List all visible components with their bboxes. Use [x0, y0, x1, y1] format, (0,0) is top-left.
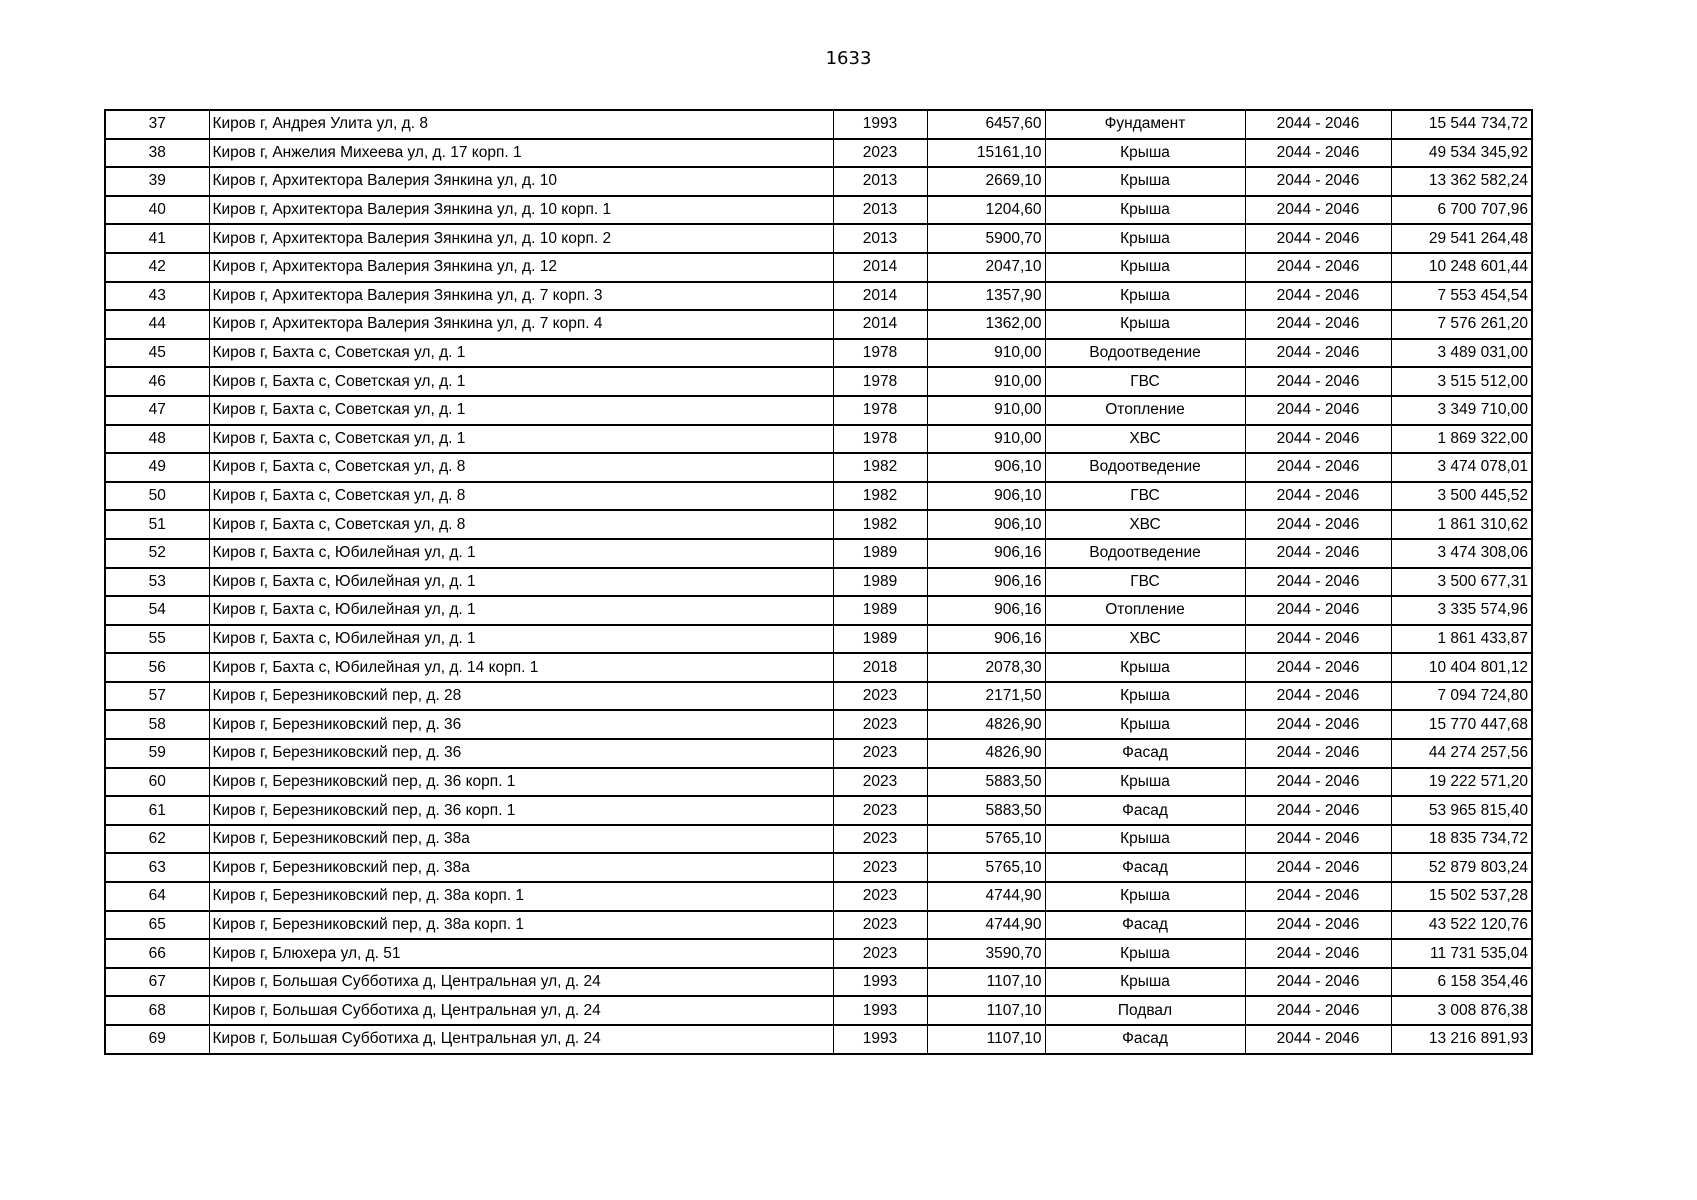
area-cell: 4744,90 [927, 911, 1045, 940]
address-cell: Киров г, Березниковский пер, д. 38а корп. 1 [209, 882, 833, 911]
period-cell: 2044 - 2046 [1245, 425, 1391, 454]
work-type-cell: ГВС [1045, 568, 1245, 597]
year-cell: 2023 [833, 710, 927, 739]
area-cell: 910,00 [927, 396, 1045, 425]
table-row [105, 425, 1532, 454]
period-cell: 2044 - 2046 [1245, 482, 1391, 511]
row-number-cell: 38 [105, 139, 209, 168]
address-cell: Киров г, Бахта с, Советская ул, д. 1 [209, 396, 833, 425]
area-cell: 3590,70 [927, 939, 1045, 968]
cost-cell: 3 474 078,01 [1391, 453, 1532, 482]
cost-cell: 15 502 537,28 [1391, 882, 1532, 911]
address-cell: Киров г, Анжелия Михеева ул, д. 17 корп. 1 [209, 139, 833, 168]
work-type-cell: Крыша [1045, 282, 1245, 311]
period-cell: 2044 - 2046 [1245, 110, 1391, 139]
area-cell: 1357,90 [927, 282, 1045, 311]
area-cell: 906,16 [927, 568, 1045, 597]
period-cell: 2044 - 2046 [1245, 339, 1391, 368]
work-type-cell: Крыша [1045, 968, 1245, 997]
address-cell: Киров г, Большая Субботиха д, Центральная ул, д. 24 [209, 996, 833, 1025]
area-cell: 4744,90 [927, 882, 1045, 911]
cost-cell: 3 349 710,00 [1391, 396, 1532, 425]
work-type-cell: Крыша [1045, 939, 1245, 968]
area-cell: 5765,10 [927, 853, 1045, 882]
cost-cell: 6 158 354,46 [1391, 968, 1532, 997]
row-number-cell: 40 [105, 196, 209, 225]
address-cell: Киров г, Архитектора Валерия Зянкина ул, д. 12 [209, 253, 833, 282]
address-cell: Киров г, Березниковский пер, д. 36 корп. 1 [209, 768, 833, 797]
year-cell: 2013 [833, 224, 927, 253]
row-number-cell: 37 [105, 110, 209, 139]
address-cell: Киров г, Бахта с, Юбилейная ул, д. 1 [209, 539, 833, 568]
cost-cell: 13 362 582,24 [1391, 167, 1532, 196]
cost-cell: 10 404 801,12 [1391, 653, 1532, 682]
row-number-cell: 56 [105, 653, 209, 682]
address-cell: Киров г, Блюхера ул, д. 51 [209, 939, 833, 968]
address-cell: Киров г, Архитектора Валерия Зянкина ул, д. 10 [209, 167, 833, 196]
table-row [105, 796, 1532, 825]
cost-cell: 1 861 310,62 [1391, 510, 1532, 539]
address-cell: Киров г, Бахта с, Советская ул, д. 8 [209, 510, 833, 539]
work-type-cell: Крыша [1045, 253, 1245, 282]
work-type-cell: Водоотведение [1045, 539, 1245, 568]
period-cell: 2044 - 2046 [1245, 596, 1391, 625]
row-number-cell: 52 [105, 539, 209, 568]
period-cell: 2044 - 2046 [1245, 625, 1391, 654]
cost-cell: 10 248 601,44 [1391, 253, 1532, 282]
work-type-cell: Подвал [1045, 996, 1245, 1025]
period-cell: 2044 - 2046 [1245, 310, 1391, 339]
row-number-cell: 54 [105, 596, 209, 625]
period-cell: 2044 - 2046 [1245, 539, 1391, 568]
area-cell: 5883,50 [927, 768, 1045, 797]
cost-cell: 7 094 724,80 [1391, 682, 1532, 711]
area-cell: 910,00 [927, 367, 1045, 396]
period-cell: 2044 - 2046 [1245, 939, 1391, 968]
table-row [105, 196, 1532, 225]
table-row [105, 253, 1532, 282]
cost-cell: 29 541 264,48 [1391, 224, 1532, 253]
table-row [105, 939, 1532, 968]
address-cell: Киров г, Архитектора Валерия Зянкина ул, д. 10 корп. 2 [209, 224, 833, 253]
address-cell: Киров г, Бахта с, Юбилейная ул, д. 14 корп. 1 [209, 653, 833, 682]
cost-cell: 3 515 512,00 [1391, 367, 1532, 396]
period-cell: 2044 - 2046 [1245, 568, 1391, 597]
work-type-cell: Крыша [1045, 224, 1245, 253]
area-cell: 1204,60 [927, 196, 1045, 225]
row-number-cell: 61 [105, 796, 209, 825]
row-number-cell: 47 [105, 396, 209, 425]
period-cell: 2044 - 2046 [1245, 682, 1391, 711]
year-cell: 2013 [833, 167, 927, 196]
address-cell: Киров г, Бахта с, Советская ул, д. 8 [209, 453, 833, 482]
row-number-cell: 67 [105, 968, 209, 997]
address-cell: Киров г, Архитектора Валерия Зянкина ул, д. 7 корп. 4 [209, 310, 833, 339]
year-cell: 1989 [833, 568, 927, 597]
cost-cell: 3 500 677,31 [1391, 568, 1532, 597]
row-number-cell: 50 [105, 482, 209, 511]
address-cell: Киров г, Большая Субботиха д, Центральная ул, д. 24 [209, 968, 833, 997]
year-cell: 2023 [833, 882, 927, 911]
year-cell: 2014 [833, 253, 927, 282]
address-cell: Киров г, Бахта с, Юбилейная ул, д. 1 [209, 568, 833, 597]
row-number-cell: 60 [105, 768, 209, 797]
row-number-cell: 42 [105, 253, 209, 282]
area-cell: 5765,10 [927, 825, 1045, 854]
area-cell: 4826,90 [927, 710, 1045, 739]
year-cell: 1978 [833, 425, 927, 454]
row-number-cell: 44 [105, 310, 209, 339]
work-type-cell: Крыша [1045, 682, 1245, 711]
work-type-cell: Водоотведение [1045, 339, 1245, 368]
address-cell: Киров г, Андрея Улита ул, д. 8 [209, 110, 833, 139]
period-cell: 2044 - 2046 [1245, 510, 1391, 539]
cost-cell: 15 544 734,72 [1391, 110, 1532, 139]
year-cell: 2018 [833, 653, 927, 682]
period-cell: 2044 - 2046 [1245, 167, 1391, 196]
address-cell: Киров г, Бахта с, Советская ул, д. 1 [209, 425, 833, 454]
address-cell: Киров г, Березниковский пер, д. 38а [209, 825, 833, 854]
row-number-cell: 45 [105, 339, 209, 368]
address-cell: Киров г, Бахта с, Советская ул, д. 1 [209, 367, 833, 396]
period-cell: 2044 - 2046 [1245, 911, 1391, 940]
row-number-cell: 68 [105, 996, 209, 1025]
work-type-cell: Крыша [1045, 653, 1245, 682]
row-number-cell: 41 [105, 224, 209, 253]
address-cell: Киров г, Березниковский пер, д. 36 [209, 739, 833, 768]
row-number-cell: 59 [105, 739, 209, 768]
table-row [105, 539, 1532, 568]
address-cell: Киров г, Бахта с, Советская ул, д. 1 [209, 339, 833, 368]
period-cell: 2044 - 2046 [1245, 996, 1391, 1025]
table-row [105, 768, 1532, 797]
year-cell: 2023 [833, 682, 927, 711]
table-row [105, 482, 1532, 511]
address-cell: Киров г, Березниковский пер, д. 36 [209, 710, 833, 739]
area-cell: 2171,50 [927, 682, 1045, 711]
table-row [105, 510, 1532, 539]
area-cell: 910,00 [927, 339, 1045, 368]
year-cell: 1993 [833, 996, 927, 1025]
period-cell: 2044 - 2046 [1245, 710, 1391, 739]
row-number-cell: 46 [105, 367, 209, 396]
cost-cell: 6 700 707,96 [1391, 196, 1532, 225]
address-cell: Киров г, Бахта с, Юбилейная ул, д. 1 [209, 625, 833, 654]
row-number-cell: 49 [105, 453, 209, 482]
cost-cell: 43 522 120,76 [1391, 911, 1532, 940]
cost-cell: 3 489 031,00 [1391, 339, 1532, 368]
area-cell: 2078,30 [927, 653, 1045, 682]
table-row [105, 167, 1532, 196]
year-cell: 2014 [833, 310, 927, 339]
row-number-cell: 57 [105, 682, 209, 711]
table-row [105, 653, 1532, 682]
year-cell: 2023 [833, 911, 927, 940]
area-cell: 6457,60 [927, 110, 1045, 139]
area-cell: 2047,10 [927, 253, 1045, 282]
table-row [105, 853, 1532, 882]
table-row [105, 224, 1532, 253]
area-cell: 1362,00 [927, 310, 1045, 339]
row-number-cell: 53 [105, 568, 209, 597]
work-type-cell: Крыша [1045, 882, 1245, 911]
year-cell: 2014 [833, 282, 927, 311]
period-cell: 2044 - 2046 [1245, 196, 1391, 225]
table-row [105, 911, 1532, 940]
area-cell: 4826,90 [927, 739, 1045, 768]
period-cell: 2044 - 2046 [1245, 1025, 1391, 1054]
cost-cell: 3 474 308,06 [1391, 539, 1532, 568]
work-type-cell: ХВС [1045, 425, 1245, 454]
area-cell: 15161,10 [927, 139, 1045, 168]
year-cell: 1978 [833, 339, 927, 368]
row-number-cell: 39 [105, 167, 209, 196]
year-cell: 1982 [833, 453, 927, 482]
work-type-cell: Фасад [1045, 853, 1245, 882]
area-cell: 906,10 [927, 482, 1045, 511]
table-row [105, 110, 1532, 139]
table-row [105, 625, 1532, 654]
cost-cell: 53 965 815,40 [1391, 796, 1532, 825]
cost-cell: 7 576 261,20 [1391, 310, 1532, 339]
year-cell: 1993 [833, 110, 927, 139]
table-row [105, 739, 1532, 768]
period-cell: 2044 - 2046 [1245, 768, 1391, 797]
area-cell: 906,16 [927, 596, 1045, 625]
row-number-cell: 66 [105, 939, 209, 968]
cost-cell: 3 500 445,52 [1391, 482, 1532, 511]
year-cell: 2023 [833, 825, 927, 854]
area-cell: 1107,10 [927, 1025, 1045, 1054]
area-cell: 5883,50 [927, 796, 1045, 825]
work-type-cell: ХВС [1045, 625, 1245, 654]
cost-cell: 18 835 734,72 [1391, 825, 1532, 854]
row-number-cell: 48 [105, 425, 209, 454]
row-number-cell: 51 [105, 510, 209, 539]
cost-cell: 7 553 454,54 [1391, 282, 1532, 311]
work-type-cell: Крыша [1045, 196, 1245, 225]
table-row [105, 825, 1532, 854]
year-cell: 1993 [833, 1025, 927, 1054]
area-cell: 906,10 [927, 453, 1045, 482]
year-cell: 1982 [833, 482, 927, 511]
year-cell: 2023 [833, 853, 927, 882]
period-cell: 2044 - 2046 [1245, 282, 1391, 311]
period-cell: 2044 - 2046 [1245, 139, 1391, 168]
work-type-cell: Фасад [1045, 739, 1245, 768]
table-row [105, 710, 1532, 739]
table-row [105, 568, 1532, 597]
period-cell: 2044 - 2046 [1245, 396, 1391, 425]
cost-cell: 3 335 574,96 [1391, 596, 1532, 625]
cost-cell: 19 222 571,20 [1391, 768, 1532, 797]
year-cell: 1989 [833, 625, 927, 654]
table-row [105, 139, 1532, 168]
area-cell: 1107,10 [927, 996, 1045, 1025]
year-cell: 1993 [833, 968, 927, 997]
table-row [105, 396, 1532, 425]
area-cell: 910,00 [927, 425, 1045, 454]
cost-cell: 52 879 803,24 [1391, 853, 1532, 882]
area-cell: 906,16 [927, 539, 1045, 568]
table-row [105, 339, 1532, 368]
address-cell: Киров г, Большая Субботиха д, Центральная ул, д. 24 [209, 1025, 833, 1054]
work-type-cell: Крыша [1045, 139, 1245, 168]
row-number-cell: 65 [105, 911, 209, 940]
area-cell: 906,16 [927, 625, 1045, 654]
area-cell: 906,10 [927, 510, 1045, 539]
cost-cell: 49 534 345,92 [1391, 139, 1532, 168]
period-cell: 2044 - 2046 [1245, 739, 1391, 768]
work-type-cell: Крыша [1045, 825, 1245, 854]
work-type-cell: Фасад [1045, 911, 1245, 940]
area-cell: 2669,10 [927, 167, 1045, 196]
year-cell: 2023 [833, 739, 927, 768]
table-row [105, 596, 1532, 625]
table-row [105, 882, 1532, 911]
period-cell: 2044 - 2046 [1245, 796, 1391, 825]
work-type-cell: ГВС [1045, 367, 1245, 396]
period-cell: 2044 - 2046 [1245, 825, 1391, 854]
cost-cell: 15 770 447,68 [1391, 710, 1532, 739]
table-row [105, 453, 1532, 482]
address-cell: Киров г, Березниковский пер, д. 38а [209, 853, 833, 882]
area-cell: 1107,10 [927, 968, 1045, 997]
row-number-cell: 43 [105, 282, 209, 311]
year-cell: 2023 [833, 796, 927, 825]
period-cell: 2044 - 2046 [1245, 453, 1391, 482]
period-cell: 2044 - 2046 [1245, 367, 1391, 396]
work-type-cell: Крыша [1045, 768, 1245, 797]
table-row [105, 996, 1532, 1025]
year-cell: 2013 [833, 196, 927, 225]
period-cell: 2044 - 2046 [1245, 882, 1391, 911]
work-type-cell: Крыша [1045, 310, 1245, 339]
year-cell: 2023 [833, 768, 927, 797]
work-type-cell: Отопление [1045, 596, 1245, 625]
row-number-cell: 64 [105, 882, 209, 911]
table-row [105, 310, 1532, 339]
cost-cell: 13 216 891,93 [1391, 1025, 1532, 1054]
table-row [105, 282, 1532, 311]
address-cell: Киров г, Архитектора Валерия Зянкина ул, д. 7 корп. 3 [209, 282, 833, 311]
year-cell: 1989 [833, 539, 927, 568]
period-cell: 2044 - 2046 [1245, 853, 1391, 882]
year-cell: 1989 [833, 596, 927, 625]
work-type-cell: Крыша [1045, 167, 1245, 196]
work-type-cell: Водоотведение [1045, 453, 1245, 482]
cost-cell: 11 731 535,04 [1391, 939, 1532, 968]
year-cell: 1982 [833, 510, 927, 539]
year-cell: 1978 [833, 396, 927, 425]
work-type-cell: ГВС [1045, 482, 1245, 511]
work-type-cell: Фундамент [1045, 110, 1245, 139]
work-type-cell: Фасад [1045, 796, 1245, 825]
cost-cell: 44 274 257,56 [1391, 739, 1532, 768]
year-cell: 2023 [833, 939, 927, 968]
table-row [105, 682, 1532, 711]
work-type-cell: Отопление [1045, 396, 1245, 425]
table-row [105, 968, 1532, 997]
period-cell: 2044 - 2046 [1245, 224, 1391, 253]
period-cell: 2044 - 2046 [1245, 968, 1391, 997]
work-type-cell: Крыша [1045, 710, 1245, 739]
work-type-cell: ХВС [1045, 510, 1245, 539]
cost-cell: 3 008 876,38 [1391, 996, 1532, 1025]
cost-cell: 1 861 433,87 [1391, 625, 1532, 654]
row-number-cell: 58 [105, 710, 209, 739]
cost-cell: 1 869 322,00 [1391, 425, 1532, 454]
row-number-cell: 62 [105, 825, 209, 854]
table-body [105, 110, 1532, 1054]
period-cell: 2044 - 2046 [1245, 653, 1391, 682]
row-number-cell: 63 [105, 853, 209, 882]
repair-schedule-table [104, 109, 1533, 1055]
year-cell: 1978 [833, 367, 927, 396]
area-cell: 5900,70 [927, 224, 1045, 253]
address-cell: Киров г, Березниковский пер, д. 36 корп. 1 [209, 796, 833, 825]
address-cell: Киров г, Березниковский пер, д. 28 [209, 682, 833, 711]
year-cell: 2023 [833, 139, 927, 168]
table-row [105, 1025, 1532, 1054]
page-number: 1633 [825, 48, 872, 69]
address-cell: Киров г, Бахта с, Советская ул, д. 8 [209, 482, 833, 511]
address-cell: Киров г, Архитектора Валерия Зянкина ул, д. 10 корп. 1 [209, 196, 833, 225]
work-type-cell: Фасад [1045, 1025, 1245, 1054]
table-row [105, 367, 1532, 396]
address-cell: Киров г, Березниковский пер, д. 38а корп. 1 [209, 911, 833, 940]
row-number-cell: 69 [105, 1025, 209, 1054]
period-cell: 2044 - 2046 [1245, 253, 1391, 282]
address-cell: Киров г, Бахта с, Юбилейная ул, д. 1 [209, 596, 833, 625]
row-number-cell: 55 [105, 625, 209, 654]
